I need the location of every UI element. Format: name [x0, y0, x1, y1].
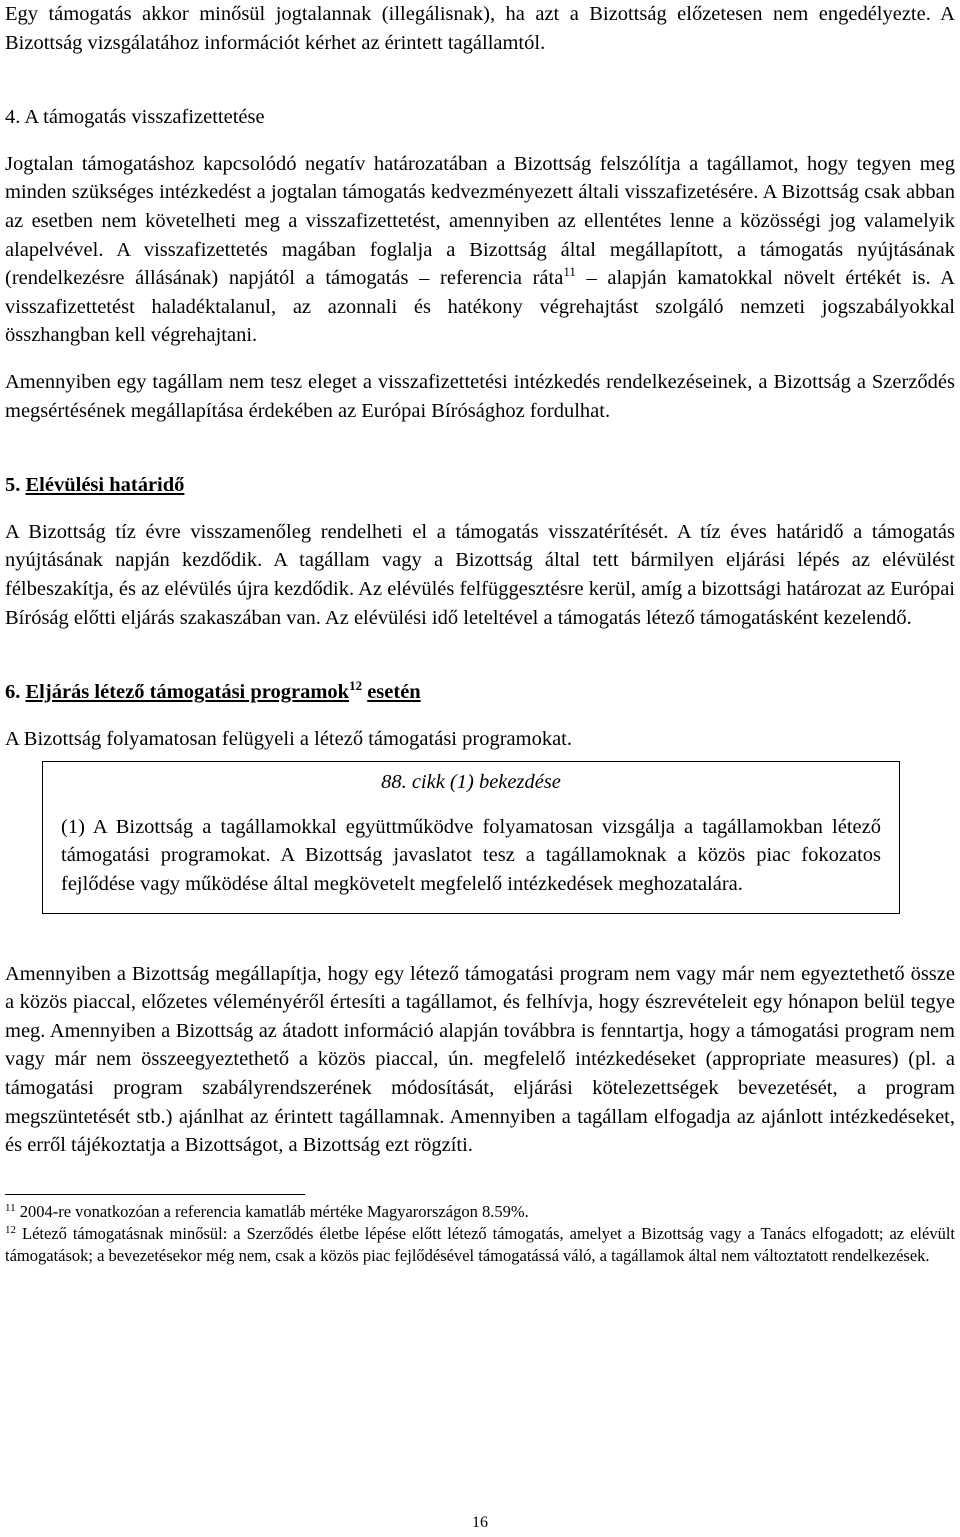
- section-4-paragraph-1: Jogtalan támogatáshoz kapcsolódó negatív határozatában a Bizottság felszólítja a tagállamot, hogy tegyen meg minden szükséges intézkedést a jogtalan támogatás kedvezményezett általi visszafizetésére. A Bizottság csak abban az esetben nem követelheti meg a visszafizettetést, amennyiben az ellentétes lenne a közösségi jog valamelyik alapelvével. A visszafizettetés magában foglalja a Bizottság által megállapított, a támogatás nyújtásának (rendelkezésre állásának) napjától a támogatás – referencia ráta$^{11}$ – alapján kamatokkal növelt értékét is. A visszafizettetést haladéktalanul, az azonnali és hatékony végrehajtást szolgáló nemzeti jogszabályokkal összhangban kell végrehajtani.: [5, 152, 955, 347]
- quoted-article-box: [42, 761, 900, 913]
- intro-paragraph: Egy támogatás akkor minősül jogtalannak (illegálisnak), ha azt a Bizottság előzetesen nem engedélyezte. A Bizottság vizsgálatához információt kérhet az érintett tagállamtól.: [5, 3, 955, 54]
- footnote-11: $^{11}$ 2004-re vonatkozóan a referencia kamatláb mértéke Magyarországon 8.59%.: [5, 1201, 529, 1221]
- page-number: 16: [472, 1514, 488, 1531]
- section-6-paragraph-2: Amennyiben a Bizottság megállapítja, hogy egy létező támogatási program nem vagy már nem egyeztethető össze a közös piaccal, előzetes véleményéről értesíti a tagállamot, és felhívja, hogy észrevételeit egy hónapon belül tegye meg. Amennyiben a Bizottság az átadott információ alapján továbbra is fenntartja, hogy a támogatási program nem vagy már nem összeegyeztethető a közös piaccal, ún. megfelelő intézkedéseket (appropriate measures) (pl. a támogatási program szabályrendszerének módosítását, eljárási kötelezettségek bevezetését, a program megszüntetését stb.) ajánlhat az érintett tagállamnak. Amennyiben a tagállam elfogadja az ajánlott intézkedéseket, és erről tájékoztatja a Bizottságot, a Bizottság ezt rögzíti.: [5, 962, 955, 1157]
- section-6-title: Eljárás létező támogatási programok$^{12}$ esetén: [25, 678, 421, 704]
- section-5-number: 5.: [5, 474, 21, 497]
- section-4-paragraph-2: Amennyiben egy tagállam nem tesz eleget a visszafizettetési intézkedés rendelkezéseinek, a Bizottság a Szerződés megsértésének megállapítása érdekében az Európai Bírósághoz fordulhat.: [5, 370, 955, 422]
- section-5-title: Elévülési határidő: [25, 474, 185, 497]
- section-4-title: A támogatás visszafizettetése: [24, 106, 265, 129]
- section-4-heading: [5, 103, 955, 132]
- section-6-number: 6.: [5, 681, 21, 704]
- section-6-heading: [5, 678, 955, 707]
- section-5-heading: [5, 471, 955, 500]
- footnote-ref-11[interactable]: 11: [563, 264, 576, 280]
- section-4-number: 4.: [5, 106, 21, 129]
- section-5-paragraph-1: A Bizottság tíz évre visszamenőleg rendelheti el a támogatás visszatérítését. A tíz éves határidő a támogatás nyújtásának napján kezdődik. A tagállam vagy a Bizottság által tett bármilyen eljárási lépés az elévülést félbeszakítja, és az elévülés újra kezdődik. Az elévülés felfüggesztésre kerül, amíg a bizottsági határozat az Európai Bíróság előtti eljárás szakaszában van. Az elévülési idő leteltével a támogatás létező támogatásként kezelendő.: [5, 520, 955, 629]
- footnote-12: $^{12}$ Létező támogatásnak minősül: a Szerződés életbe lépése előtt létező támogatás, amelyet a Bizottság vagy a Tanács elfogadott; az elévült támogatások; a bevezetésekor még nem, csak a közös piac fejlődésével támogatássá váló, a tagállamok által nem változtatott rendelkezések.: [5, 1223, 956, 1265]
- article-text: (1) A Bizottság a tagállamokkal együttműködve folyamatosan vizsgálja a tagállamokban létező támogatási programokat. A Bizottság javaslatot tesz a tagállamoknak a közös piac fokozatos fejlődése vagy működése által megkövetelt megfelelő intézkedések meghozatalára.: [61, 815, 881, 896]
- article-citation: 88. cikk (1) bekezdése: [381, 771, 561, 794]
- document-page: [5, 0, 955, 1267]
- section-6-paragraph-1: A Bizottság folyamatosan felügyeli a létező támogatási programokat.: [5, 727, 572, 750]
- footnote-divider: [5, 1194, 305, 1195]
- footnote-ref-12[interactable]: 12: [349, 678, 363, 694]
